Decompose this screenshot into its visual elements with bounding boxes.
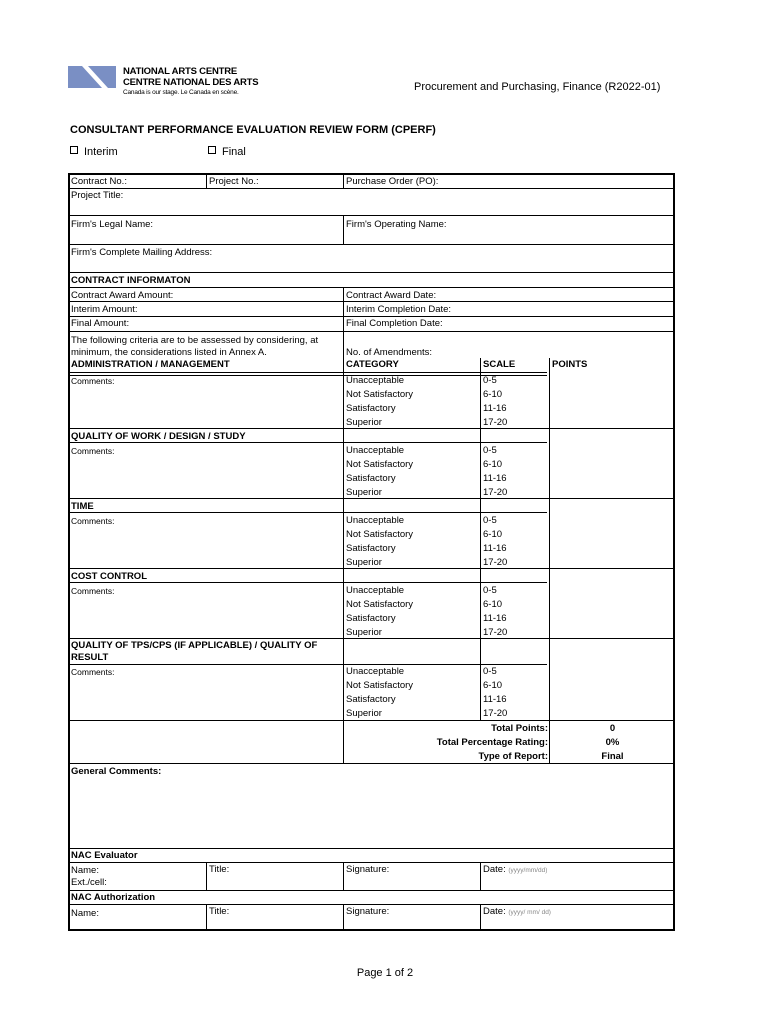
page-number: Page 1 of 2 bbox=[356, 967, 414, 979]
section-title: TIME bbox=[71, 501, 94, 512]
report-type-label: Type of Report: bbox=[478, 751, 548, 762]
contract-no-field[interactable]: Contract No.: bbox=[71, 176, 127, 187]
scale-value: 11-16 bbox=[483, 403, 507, 414]
department-label: Procurement and Purchasing, Finance (R2022-01) bbox=[414, 81, 661, 93]
authorization-heading: NAC Authorization bbox=[71, 892, 156, 903]
interim-option[interactable] bbox=[70, 146, 118, 158]
rating-level: Superior bbox=[346, 487, 382, 498]
interim-amount-field[interactable]: Interim Amount: bbox=[71, 304, 138, 315]
rating-level: Satisfactory bbox=[346, 613, 396, 624]
section-title: ADMINISTRATION / MANAGEMENT bbox=[71, 359, 230, 370]
rating-level: Superior bbox=[346, 557, 382, 568]
nac-logo-text bbox=[123, 66, 258, 97]
interim-checkbox-icon[interactable] bbox=[70, 146, 78, 154]
rating-level: Satisfactory bbox=[346, 473, 396, 484]
scale-value: 11-16 bbox=[483, 694, 507, 705]
final-checkbox-icon[interactable] bbox=[208, 146, 216, 154]
scale-value: 6-10 bbox=[483, 680, 503, 691]
rating-level: Satisfactory bbox=[346, 694, 396, 705]
amendments-field[interactable]: No. of Amendments: bbox=[346, 347, 433, 358]
section-title: COST CONTROL bbox=[71, 571, 147, 582]
rating-level: Unacceptable bbox=[346, 585, 405, 596]
section-title: QUALITY OF WORK / DESIGN / STUDY bbox=[71, 431, 246, 442]
authorization-date-hint: (yyyy/ mm/ dd) bbox=[508, 909, 551, 916]
authorization-date-field[interactable] bbox=[483, 906, 551, 919]
evaluator-heading: NAC Evaluator bbox=[71, 850, 138, 861]
scale-column-header: SCALE bbox=[483, 359, 516, 370]
final-amount-field[interactable]: Final Amount: bbox=[71, 318, 130, 329]
project-title-field[interactable]: Project Title: bbox=[71, 190, 124, 201]
logo-line-1: NATIONAL ARTS CENTRE bbox=[123, 66, 238, 77]
rating-level: Unacceptable bbox=[346, 375, 405, 386]
authorization-date-label: Date: bbox=[483, 906, 506, 917]
rating-level: Unacceptable bbox=[346, 666, 405, 677]
evaluator-ext-field[interactable]: Ext./cell: bbox=[71, 877, 107, 888]
comments-field[interactable]: Comments: bbox=[71, 516, 115, 526]
mailing-address-field[interactable]: Firm's Complete Mailing Address: bbox=[71, 247, 213, 258]
interim-label: Interim bbox=[84, 146, 118, 158]
logo-tagline: Canada is our stage. Le Canada en scène. bbox=[123, 89, 239, 96]
rating-level: Superior bbox=[346, 627, 382, 638]
scale-value: 11-16 bbox=[483, 613, 507, 624]
interim-date-field[interactable]: Interim Completion Date: bbox=[346, 304, 452, 315]
scale-value: 0-5 bbox=[483, 585, 497, 596]
scale-value: 0-5 bbox=[483, 666, 497, 677]
comments-field[interactable]: Comments: bbox=[71, 586, 115, 596]
percentage-label: Total Percentage Rating: bbox=[436, 737, 548, 748]
rating-level: Unacceptable bbox=[346, 445, 405, 456]
total-points-value: 0 bbox=[609, 723, 616, 734]
evaluator-title-field[interactable]: Title: bbox=[209, 864, 230, 875]
form-title: CONSULTANT PERFORMANCE EVALUATION REVIEW FORM (CPERF) bbox=[70, 124, 436, 136]
scale-value: 0-5 bbox=[483, 445, 497, 456]
rating-level: Superior bbox=[346, 708, 382, 719]
total-points-label: Total Points: bbox=[491, 723, 548, 734]
scale-value: 0-5 bbox=[483, 515, 497, 526]
authorization-name-field[interactable]: Name: bbox=[71, 908, 99, 919]
scale-value: 11-16 bbox=[483, 473, 507, 484]
rating-level: Not Satisfactory bbox=[346, 680, 414, 691]
rating-level: Superior bbox=[346, 417, 382, 428]
scale-value: 17-20 bbox=[483, 557, 508, 568]
authorization-title-field[interactable]: Title: bbox=[209, 906, 230, 917]
award-amount-field[interactable]: Contract Award Amount: bbox=[71, 290, 174, 301]
purchase-order-field[interactable]: Purchase Order (PO): bbox=[346, 176, 439, 187]
evaluator-name-field[interactable]: Name: bbox=[71, 865, 99, 876]
legal-name-field[interactable]: Firm's Legal Name: bbox=[71, 219, 154, 230]
scale-value: 11-16 bbox=[483, 543, 507, 554]
scale-value: 0-5 bbox=[483, 375, 497, 386]
section-title-line-1: QUALITY OF TPS/CPS (IF APPLICABLE) / QUALITY OF bbox=[71, 640, 318, 651]
operating-name-field[interactable]: Firm's Operating Name: bbox=[346, 219, 447, 230]
rating-level: Unacceptable bbox=[346, 515, 405, 526]
award-date-field[interactable]: Contract Award Date: bbox=[346, 290, 437, 301]
nac-logo-icon bbox=[68, 66, 116, 88]
comments-field[interactable]: Comments: bbox=[71, 667, 115, 677]
scale-value: 6-10 bbox=[483, 599, 503, 610]
project-no-field[interactable]: Project No.: bbox=[209, 176, 259, 187]
evaluator-signature-field[interactable]: Signature: bbox=[346, 864, 390, 875]
rating-level: Not Satisfactory bbox=[346, 389, 414, 400]
comments-field[interactable]: Comments: bbox=[71, 376, 115, 386]
evaluation-form-table bbox=[68, 173, 675, 931]
criteria-note-line-2: minimum, the considerations listed in Annex A. bbox=[71, 347, 267, 358]
category-column-header: CATEGORY bbox=[346, 359, 399, 370]
scale-value: 17-20 bbox=[483, 627, 508, 638]
rating-level: Satisfactory bbox=[346, 543, 396, 554]
final-label: Final bbox=[222, 146, 246, 158]
evaluator-date-hint: (yyyy/mm/dd) bbox=[508, 867, 548, 874]
rating-level: Satisfactory bbox=[346, 403, 396, 414]
evaluator-date-label: Date: bbox=[483, 864, 506, 875]
scale-value: 6-10 bbox=[483, 459, 503, 470]
scale-value: 6-10 bbox=[483, 529, 503, 540]
rating-level: Not Satisfactory bbox=[346, 459, 414, 470]
scale-value: 17-20 bbox=[483, 708, 508, 719]
contract-info-heading: CONTRACT INFORMATON bbox=[71, 275, 191, 286]
evaluator-date-field[interactable] bbox=[483, 864, 547, 877]
scale-value: 17-20 bbox=[483, 487, 508, 498]
report-type-value: Final bbox=[601, 751, 624, 762]
authorization-signature-field[interactable]: Signature: bbox=[346, 906, 390, 917]
logo-line-2: CENTRE NATIONAL DES ARTS bbox=[123, 77, 259, 88]
final-option[interactable] bbox=[208, 146, 246, 158]
comments-field[interactable]: Comments: bbox=[71, 446, 115, 456]
scale-value: 6-10 bbox=[483, 389, 503, 400]
rating-level: Not Satisfactory bbox=[346, 529, 414, 540]
final-date-field[interactable]: Final Completion Date: bbox=[346, 318, 443, 329]
scale-value: 17-20 bbox=[483, 417, 508, 428]
section-title-line-2: RESULT bbox=[71, 652, 109, 663]
general-comments-field[interactable]: General Comments: bbox=[71, 766, 162, 777]
points-column-header: POINTS bbox=[552, 359, 588, 370]
criteria-note-line-1: The following criteria are to be assessed by considering, at bbox=[71, 335, 319, 346]
percentage-value: 0% bbox=[605, 737, 620, 748]
rating-level: Not Satisfactory bbox=[346, 599, 414, 610]
